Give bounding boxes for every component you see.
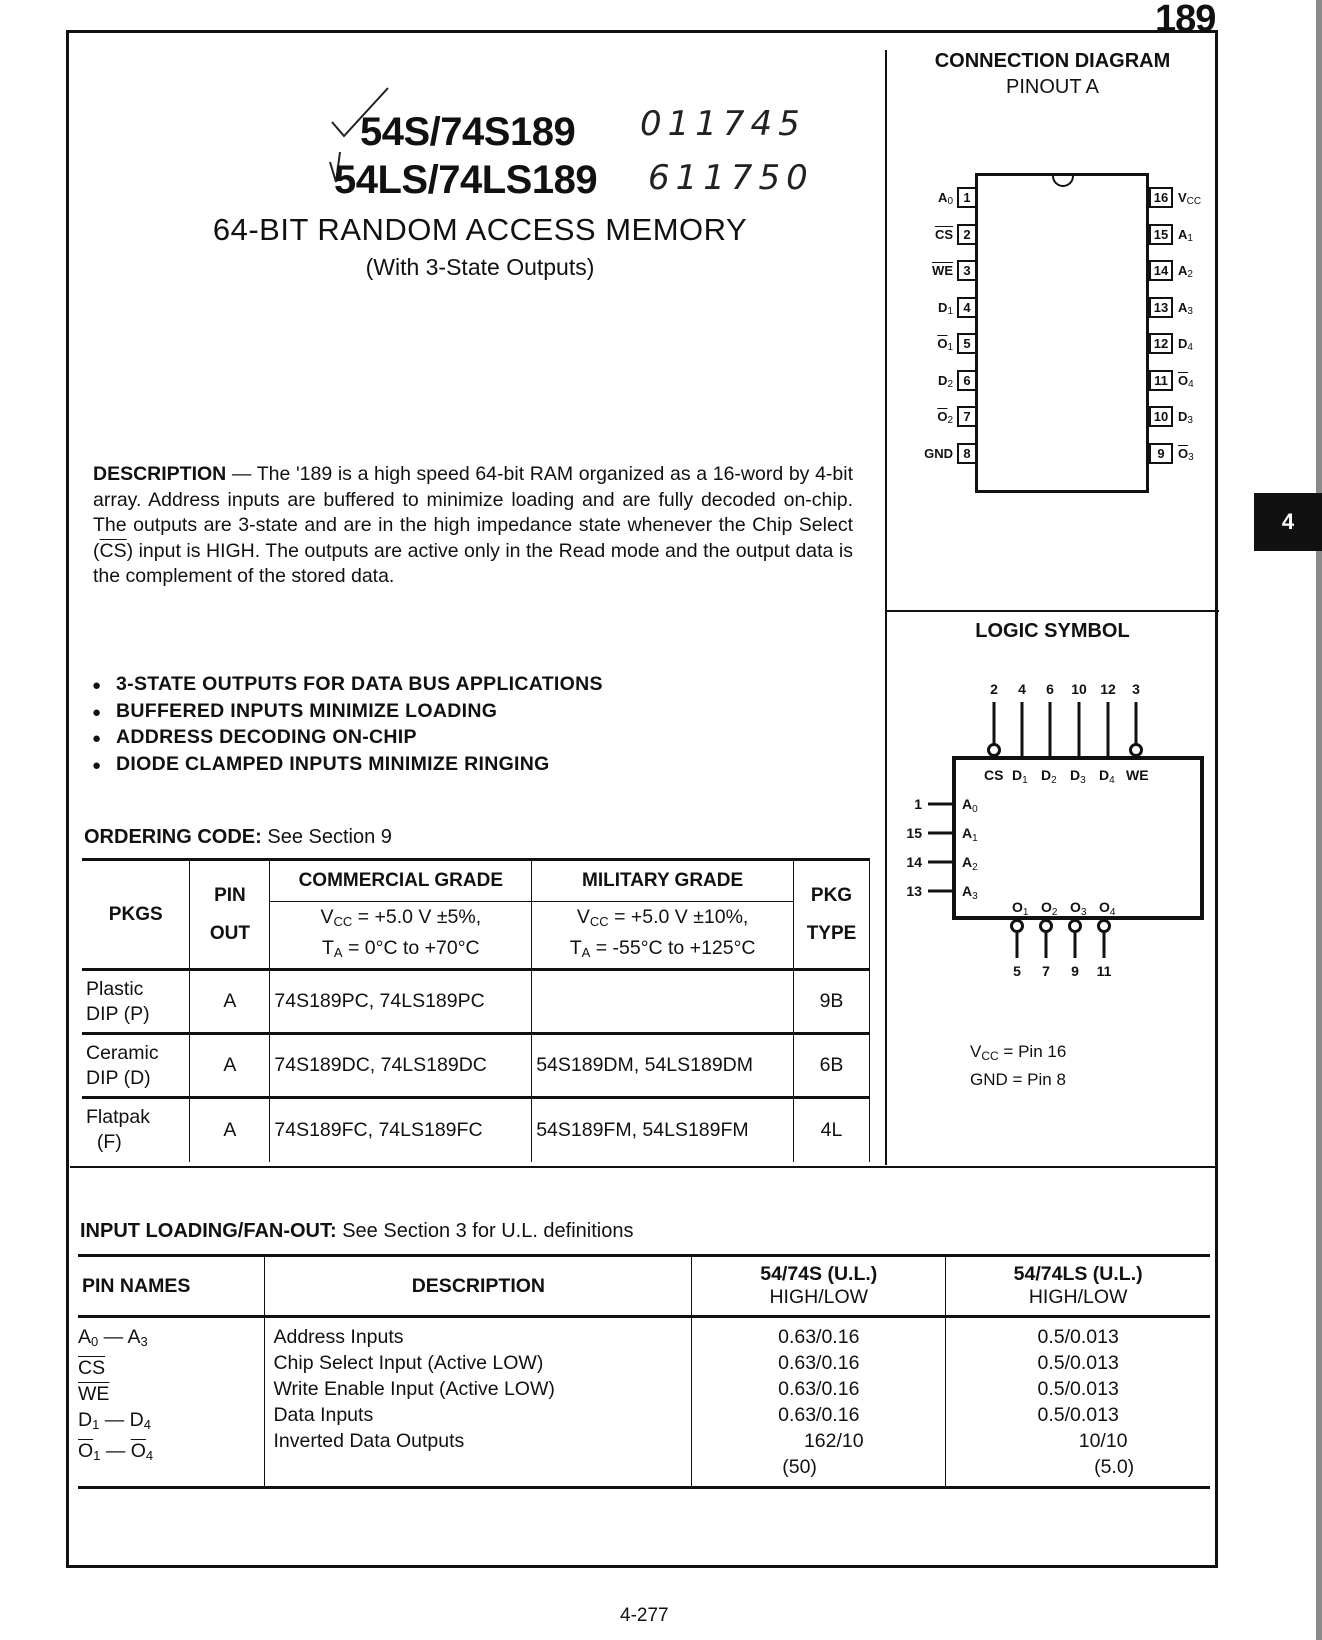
page-number: 189 [1155, 0, 1216, 40]
description-text-1: — The '189 is a high speed 64-bit RAM organized as a 16-word by 4-bit array. Address inputs are buffered to minimize loading and are fully decoded on-chip. The outputs are 3-state and are in the high impedance state whenever the Chip Select ( [93, 463, 853, 562]
pin-8: 8 [957, 443, 977, 464]
input-loading-table [78, 1254, 1210, 1489]
col-commercial: COMMERCIAL GRADE [270, 860, 532, 902]
pin-15: 15 [1149, 224, 1173, 245]
pin-13: 13 [1149, 297, 1173, 318]
description-label: DESCRIPTION [93, 463, 227, 485]
s-values-cell: 0.63/0.16 0.63/0.16 0.63/0.16 0.63/0.16 162/10 (50) [692, 1317, 946, 1488]
col-description: DESCRIPTION [265, 1256, 692, 1317]
description-text-2: ) input is HIGH. The outputs are active only in the Read mode and the output data is the complement of the stored data. [93, 539, 853, 587]
pin-label: $A_3$ [1178, 299, 1193, 317]
feature-item: ● ADDRESS DECODING ON-CHIP [92, 725, 603, 752]
svg-text:15: 15 [906, 825, 922, 841]
description-cs: $\overline{CS}$ [99, 539, 127, 562]
military-conditions: $V_{CC} = +5.0$ V ±10%, $T_A = -55^\circ C$ to +125°C [532, 902, 794, 970]
vcc-note: $V_{CC}$ = Pin 16 [970, 1042, 1067, 1063]
description-paragraph [93, 462, 853, 590]
feature-list [92, 672, 603, 778]
pin-label: $\overline{O}_3$ [1178, 445, 1194, 463]
pin-label: $A_1$ [1178, 226, 1193, 244]
pin-label: $A_0$ [938, 190, 953, 207]
pin-12: 12 [1149, 333, 1173, 354]
svg-text:D4: $D_4$ [1099, 767, 1115, 786]
description-cell: Address Inputs Chip Select Input (Active LOW) Write Enable Input (Active LOW) Data Inputs Inverted Data Outputs [265, 1317, 692, 1488]
pin-label: $\overline{O}_4$ [1178, 372, 1194, 390]
pin-2: 2 [957, 224, 977, 245]
pin-label: $\overline{O}_2$ [937, 409, 953, 426]
svg-text:CS: CS [984, 767, 1004, 783]
svg-text:D1: $D_1$ [1012, 767, 1028, 786]
right-column-divider [886, 610, 1219, 612]
svg-text:14: 14 [906, 854, 922, 870]
col-pkg-type: PKG TYPE [794, 860, 870, 970]
svg-text:A0: $A_0$ [962, 796, 978, 815]
pin-label: $V_{CC}$ [1178, 190, 1202, 207]
pin-label: $D_3$ [1178, 409, 1193, 426]
section-tab: 4 [1254, 493, 1322, 551]
handwritten-code-1: 011745 [640, 104, 806, 144]
logic-symbol-title: LOGIC SYMBOL [975, 620, 1130, 642]
pin-label: $\overline{WE}$ [932, 263, 953, 278]
svg-text:12: 12 [1100, 681, 1116, 697]
svg-text:2: 2 [990, 681, 998, 697]
logic-symbol-diagram [886, 640, 1219, 980]
pin-7: 7 [957, 406, 977, 427]
handwritten-code-2: 611750 [648, 158, 814, 198]
pin-label: GND [924, 445, 953, 461]
pin-4: 4 [957, 297, 977, 318]
connection-diagram-subtitle: PINOUT A [1006, 76, 1099, 98]
pin-16: 16 [1149, 187, 1173, 208]
column-divider [885, 50, 887, 1165]
table-row: Ceramic DIP (D) A 74S189DC, 74LS189DC 54S189DM, 54LS189DM 6B [82, 1034, 870, 1098]
pin-14: 14 [1149, 260, 1173, 281]
pin-1: 1 [957, 187, 977, 208]
connection-diagram-title: CONNECTION DIAGRAM [934, 50, 1171, 72]
svg-text:O3: $O_3$ [1070, 899, 1087, 918]
svg-text:5: 5 [1013, 963, 1021, 979]
pin-11: 11 [1149, 370, 1173, 391]
svg-text:D3: $D_3$ [1070, 767, 1086, 786]
table-body [78, 1317, 1210, 1488]
pin-label: $\overline{CS}$ [934, 226, 953, 242]
dip-package-outline [975, 173, 1149, 493]
commercial-conditions: $V_{CC} = +5.0$ V ±5%, $T_A = 0^\circ C$ to +70°C [270, 902, 532, 970]
svg-text:4: 4 [1018, 681, 1026, 697]
svg-text:A2: $A_2$ [962, 854, 978, 873]
svg-text:A1: $A_1$ [962, 825, 978, 844]
svg-text:D2: $D_2$ [1041, 767, 1057, 786]
col-ls-ul: 54/74LS (U.L.) HIGH/LOW [946, 1256, 1210, 1317]
pin-label: $D_2$ [938, 372, 953, 390]
svg-text:6: 6 [1046, 681, 1054, 697]
svg-text:WE: WE [1126, 767, 1149, 783]
svg-text:9: 9 [1071, 963, 1079, 979]
pin-names-cell: $A_0$ — $A_3$ $\overline{CS}$ $\overline{WE}$ $D_1$ — $D_4$ $\overline{O}_1$ — $\overline{O}_4$ [78, 1317, 265, 1488]
col-s-ul: 54/74S (U.L.) HIGH/LOW [692, 1256, 946, 1317]
svg-text:13: 13 [906, 883, 922, 899]
svg-text:11: 11 [1096, 963, 1112, 979]
document-subtitle: (With 3-State Outputs) [365, 254, 595, 280]
pin-9: 9 [1149, 443, 1173, 464]
svg-text:O1: $O_1$ [1012, 899, 1029, 918]
ordering-code-heading: ORDERING CODE: See Section 9 [84, 826, 392, 848]
feature-item: ● 3-STATE OUTPUTS FOR DATA BUS APPLICATIONS [92, 672, 603, 699]
table-row: Flatpak (F) A 74S189FC, 74LS189FC 54S189FM, 54LS189FM 4L [82, 1098, 870, 1162]
svg-text:1: 1 [914, 796, 922, 812]
pin-label: $\overline{O}_1$ [937, 336, 953, 353]
svg-text:O2: $O_2$ [1041, 899, 1058, 918]
svg-text:A3: $A_3$ [962, 883, 978, 902]
col-military: MILITARY GRADE [532, 860, 794, 902]
feature-item: ● DIODE CLAMPED INPUTS MINIMIZE RINGING [92, 752, 603, 779]
table-row: Plastic DIP (P) A 74S189PC, 74LS189PC 9B [82, 970, 870, 1034]
section-divider [70, 1166, 1218, 1168]
feature-item: ● BUFFERED INPUTS MINIMIZE LOADING [92, 699, 603, 726]
ls-values-cell: 0.5/0.013 0.5/0.013 0.5/0.013 0.5/0.013 10/10 (5.0) [946, 1317, 1210, 1488]
svg-text:3: 3 [1132, 681, 1140, 697]
pin-3: 3 [957, 260, 977, 281]
pin-label: $D_4$ [1178, 336, 1193, 353]
power-pin-note [970, 1040, 1066, 1091]
ordering-code-table [82, 858, 870, 1162]
pin-10: 10 [1149, 406, 1173, 427]
svg-text:O4: $O_4$ [1099, 899, 1116, 918]
svg-text:7: 7 [1042, 963, 1050, 979]
input-loading-heading: INPUT LOADING/FAN-OUT: See Section 3 for U.L. definitions [80, 1220, 634, 1242]
scan-edge-stripe [1316, 0, 1322, 1640]
page-footer: 4-277 [620, 1605, 669, 1626]
pin-6: 6 [957, 370, 977, 391]
col-pkgs: PKGS [82, 860, 190, 970]
svg-text:10: 10 [1071, 681, 1087, 697]
pin-5: 5 [957, 333, 977, 354]
col-pin-names: PIN NAMES [78, 1256, 265, 1317]
part-number-primary: 54S/74S189 [360, 110, 576, 154]
col-pin-out: PIN OUT [190, 860, 270, 970]
part-number-secondary: 54LS/74LS189 [334, 158, 598, 202]
pin-label: $D_1$ [938, 299, 953, 317]
pin-label: $A_2$ [1178, 263, 1193, 280]
document-title: 64-BIT RANDOM ACCESS MEMORY [212, 212, 748, 247]
gnd-note: GND = Pin 8 [970, 1070, 1066, 1089]
